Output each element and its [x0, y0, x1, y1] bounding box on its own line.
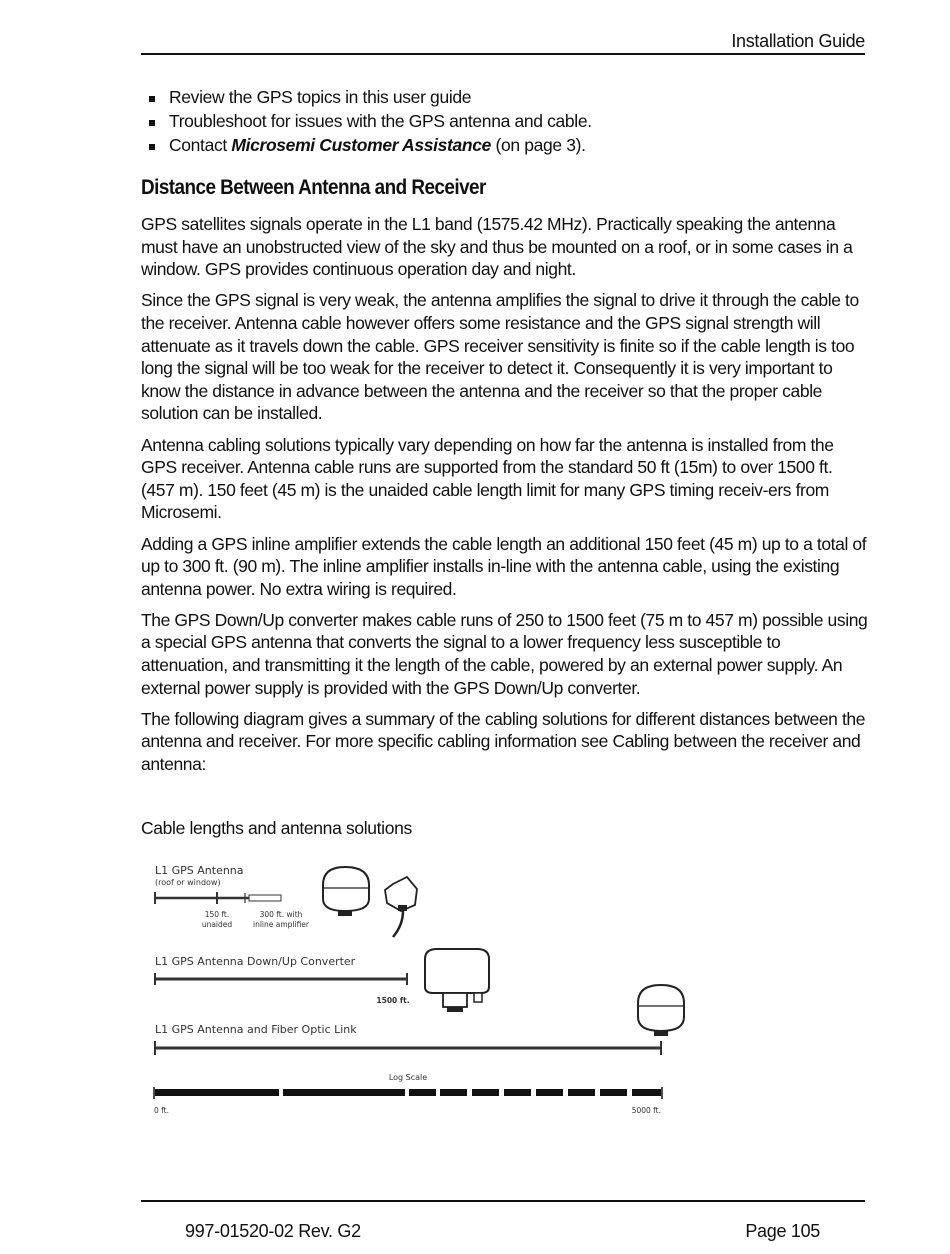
- row1-amplifier-label-2: inline amplifier: [252, 920, 310, 929]
- page-number: Page 105: [745, 1221, 820, 1241]
- document-id: 997-01520-02 Rev. G2: [185, 1221, 361, 1241]
- row1-unaided-label-2: unaided: [201, 920, 233, 929]
- customer-assistance-link[interactable]: Microsemi Customer Assistance: [231, 135, 491, 155]
- converter-antenna-icon: [425, 949, 489, 1012]
- row1-unaided-label: 150 ft.: [204, 910, 230, 919]
- section-body: [141, 213, 869, 784]
- bullet-item-troubleshoot: Troubleshoot for issues with the GPS antenna and cable.: [146, 110, 866, 132]
- row1-title: L1 GPS Antenna: [155, 864, 244, 877]
- row3-cable-bar: [155, 1041, 661, 1055]
- row3-title: L1 GPS Antenna and Fiber Optic Link: [155, 1023, 357, 1036]
- log-scale-bar: [154, 1087, 662, 1099]
- paragraph-l1-band: GPS satellites signals operate in the L1 band (1575.42 MHz). Practically speaking the antenna must have an unobstructed view of the sky and thus be mounted on a roof, or in some cases in a window. GPS provides continuous operation day and night.: [141, 214, 853, 280]
- scale-title: Log Scale: [388, 1073, 428, 1082]
- row1-cable-bar: [155, 892, 281, 904]
- row2-title: L1 GPS Antenna Down/Up Converter: [155, 955, 356, 968]
- section-heading: Distance Between Antenna and Receiver: [141, 176, 486, 199]
- cable-length-diagram: [141, 855, 701, 1125]
- header-rule: [141, 53, 865, 55]
- window-antenna-icon: [385, 877, 417, 937]
- bullet-item-contact: [146, 134, 866, 156]
- dome-antenna-icon: [323, 867, 369, 916]
- paragraph-diagram-intro: The following diagram gives a summary of the cabling solutions for different distances between the antenna and receiver. For more specific cabling information see Cabling between the receiver and antenna:: [141, 708, 866, 775]
- row2-length-label: 1500 ft.: [376, 996, 410, 1005]
- row2-cable-bar: [155, 973, 407, 985]
- bullet-list: [146, 86, 866, 158]
- row1-amplifier-label: 300 ft. with: [259, 910, 303, 919]
- footer-rule: [141, 1200, 865, 1202]
- figure-caption: Cable lengths and antenna solutions: [141, 818, 412, 838]
- scale-max-label: 5000 ft.: [631, 1106, 661, 1115]
- contact-prefix: Contact: [169, 135, 232, 155]
- paragraph-down-up-converter: The GPS Down/Up converter makes cable runs of 250 to 1500 feet (75 m to 457 m) possible using a special GPS antenna that converts the signal to a lower frequency less susceptible to attenuation, and transmitting it the length of the cable, powered by an external power supply. An external power supply is provided with the GPS Down/Up converter.: [141, 609, 868, 698]
- running-header: Installation Guide: [731, 31, 865, 51]
- paragraph-inline-amplifier: Adding a GPS inline amplifier extends the cable length an additional 150 feet (45 m) up to a total of up to 300 ft. (90 m). The inline amplifier installs in-line with the antenna cable, using the existing antenna power. No extra wiring is required.: [141, 533, 867, 599]
- fiber-antenna-icon: [638, 985, 684, 1036]
- bullet-item-review: Review the GPS topics in this user guide: [146, 86, 866, 108]
- contact-page-ref: (on page 3).: [490, 135, 586, 155]
- row1-subtitle: (roof or window): [155, 878, 221, 887]
- paragraph-cabling-solutions: Antenna cabling solutions typically vary depending on how far the antenna is installed from the GPS receiver. Antenna cable runs are supported from the standard 50 ft (15m) to over 1500 ft. (457 m). 150 feet (45 m) is the unaided cable length limit for many GPS timing receiv-ers from Microsemi.: [141, 434, 834, 523]
- scale-min-label: 0 ft.: [154, 1106, 169, 1115]
- paragraph-signal-weak: Since the GPS signal is very weak, the antenna amplifies the signal to drive it through the cable to the receiver. Antenna cable however offers some resistance and the GPS signal strength will attenuate as it travels down the cable. GPS receiver sensitivity is finite so if the cable length is too long the signal will be too weak for the receiver to detect it. Consequently it is very important to know the distance in advance between the antenna and the receiver so that the proper cable solution can be installed.: [141, 290, 859, 424]
